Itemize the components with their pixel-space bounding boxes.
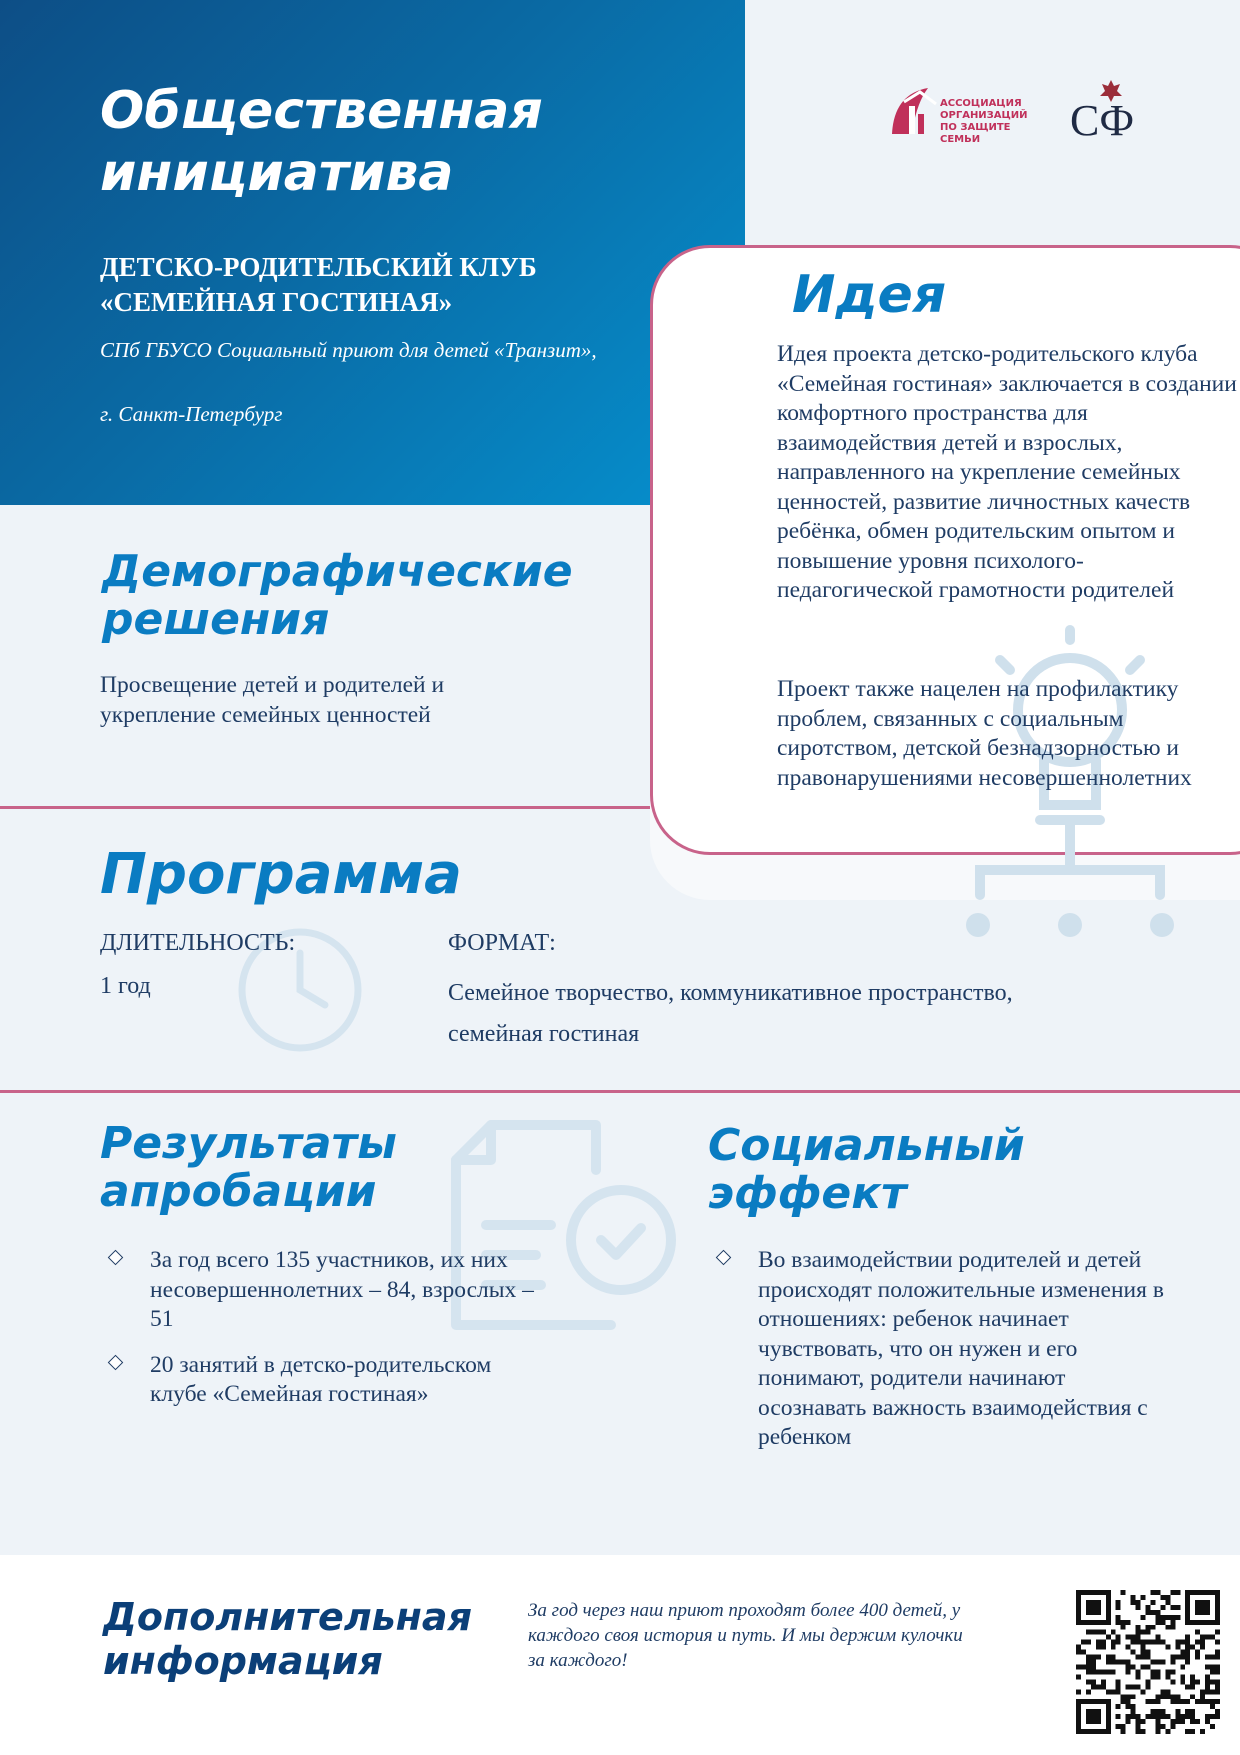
section-divider: [0, 1090, 1240, 1093]
effect-list: [708, 1246, 1168, 1469]
idea-paragraph-1: Идея проекта детско-родительского клуба «Семейная гостиная» заключается в создании комфортного пространства для взаимодействия детей и взрослых, направленного на укрепление семейных ценностей, развитие личностных качеств ребёнка, обмен родительским опытом и повышение уровня психолого-педагогической грамотности родителей: [777, 341, 1237, 603]
list-item: [100, 1351, 540, 1410]
format-value: Семейное творчество, коммуникативное пространство, семейная гостиная: [448, 980, 1013, 1047]
additional-info-title-line2: информация: [103, 1639, 383, 1683]
effect-title-line2: эффект: [708, 1168, 907, 1219]
results-list: [100, 1246, 540, 1426]
additional-info-text: За год через наш приют проходят более 400 детей, у каждого своя история и путь. И мы держим кулочки за каждого!: [528, 1600, 963, 1671]
results-title-line2: апробации: [100, 1166, 377, 1217]
association-logo-line3: ПО ЗАЩИТЕ СЕМЬИ: [940, 122, 1011, 145]
additional-info-title-line1: Дополнительная: [103, 1595, 472, 1639]
format-label: ФОРМАТ:: [448, 930, 556, 956]
association-logo-line2: ОРГАНИЗАЦИЙ: [940, 110, 1028, 121]
club-name-line2: «СЕМЕЙНАЯ ГОСТИНАЯ»: [100, 287, 453, 317]
results-title-line1: Результаты: [100, 1118, 397, 1169]
program-title: Программа: [100, 842, 462, 907]
diamond-bullet-icon: [108, 1354, 124, 1370]
results-title: [100, 1120, 560, 1216]
diamond-bullet-icon: [716, 1250, 732, 1266]
additional-info-title: [103, 1595, 472, 1683]
club-name-line1: ДЕТСКО-РОДИТЕЛЬСКИЙ КЛУБ: [100, 252, 537, 282]
diamond-bullet-icon: [108, 1250, 124, 1266]
list-item-text: За год всего 135 участников, их них несовершеннолетних – 84, взрослых – 51: [150, 1247, 534, 1332]
list-item-text: 20 занятий в детско-родительском клубе «Семейная гостиная»: [150, 1351, 492, 1407]
effect-title-line1: Социальный: [708, 1120, 1025, 1171]
qr-code-icon[interactable]: [1076, 1590, 1220, 1734]
demography-title-line1: Демографические: [102, 546, 573, 597]
demography-title-line2: решения: [102, 594, 330, 645]
association-logo-text: [940, 98, 1050, 146]
demography-title: [102, 548, 582, 644]
club-name: [100, 250, 660, 320]
page-title-line2: инициатива: [100, 143, 454, 203]
page-title: [100, 80, 720, 204]
city-name: г. Санкт-Петербург: [100, 402, 283, 426]
list-item: [708, 1246, 1168, 1453]
idea-title: Идея: [792, 265, 947, 325]
list-item: [100, 1246, 540, 1335]
page-title-line1: Общественная: [100, 81, 543, 141]
duration-label: ДЛИТЕЛЬНОСТЬ:: [100, 930, 296, 956]
idea-paragraph-2: Проект также нацелен на профилактику проблем, связанных с социальным сиротством, детской безнадзорностью и правонарушениями несовершеннолетних: [777, 676, 1192, 791]
effect-title: [708, 1122, 1168, 1218]
organization-name: СПб ГБУСО Социальный приют для детей «Транзит»,: [100, 338, 597, 362]
demography-text: Просвещение детей и родителей и укрепление семейных ценностей: [100, 672, 445, 728]
list-item-text: Во взаимодействии родителей и детей происходят положительные изменения в отношениях: ребенок начинает чувствовать, что он нужен и его понимают, родители начинают осознавать важность взаимодействия с ребенком: [758, 1247, 1164, 1450]
duration-value: 1 год: [100, 973, 151, 999]
section-divider: [0, 806, 650, 809]
sf-logo: СФ: [1070, 96, 1135, 145]
association-logo-line1: АССОЦИАЦИЯ: [940, 98, 1022, 109]
